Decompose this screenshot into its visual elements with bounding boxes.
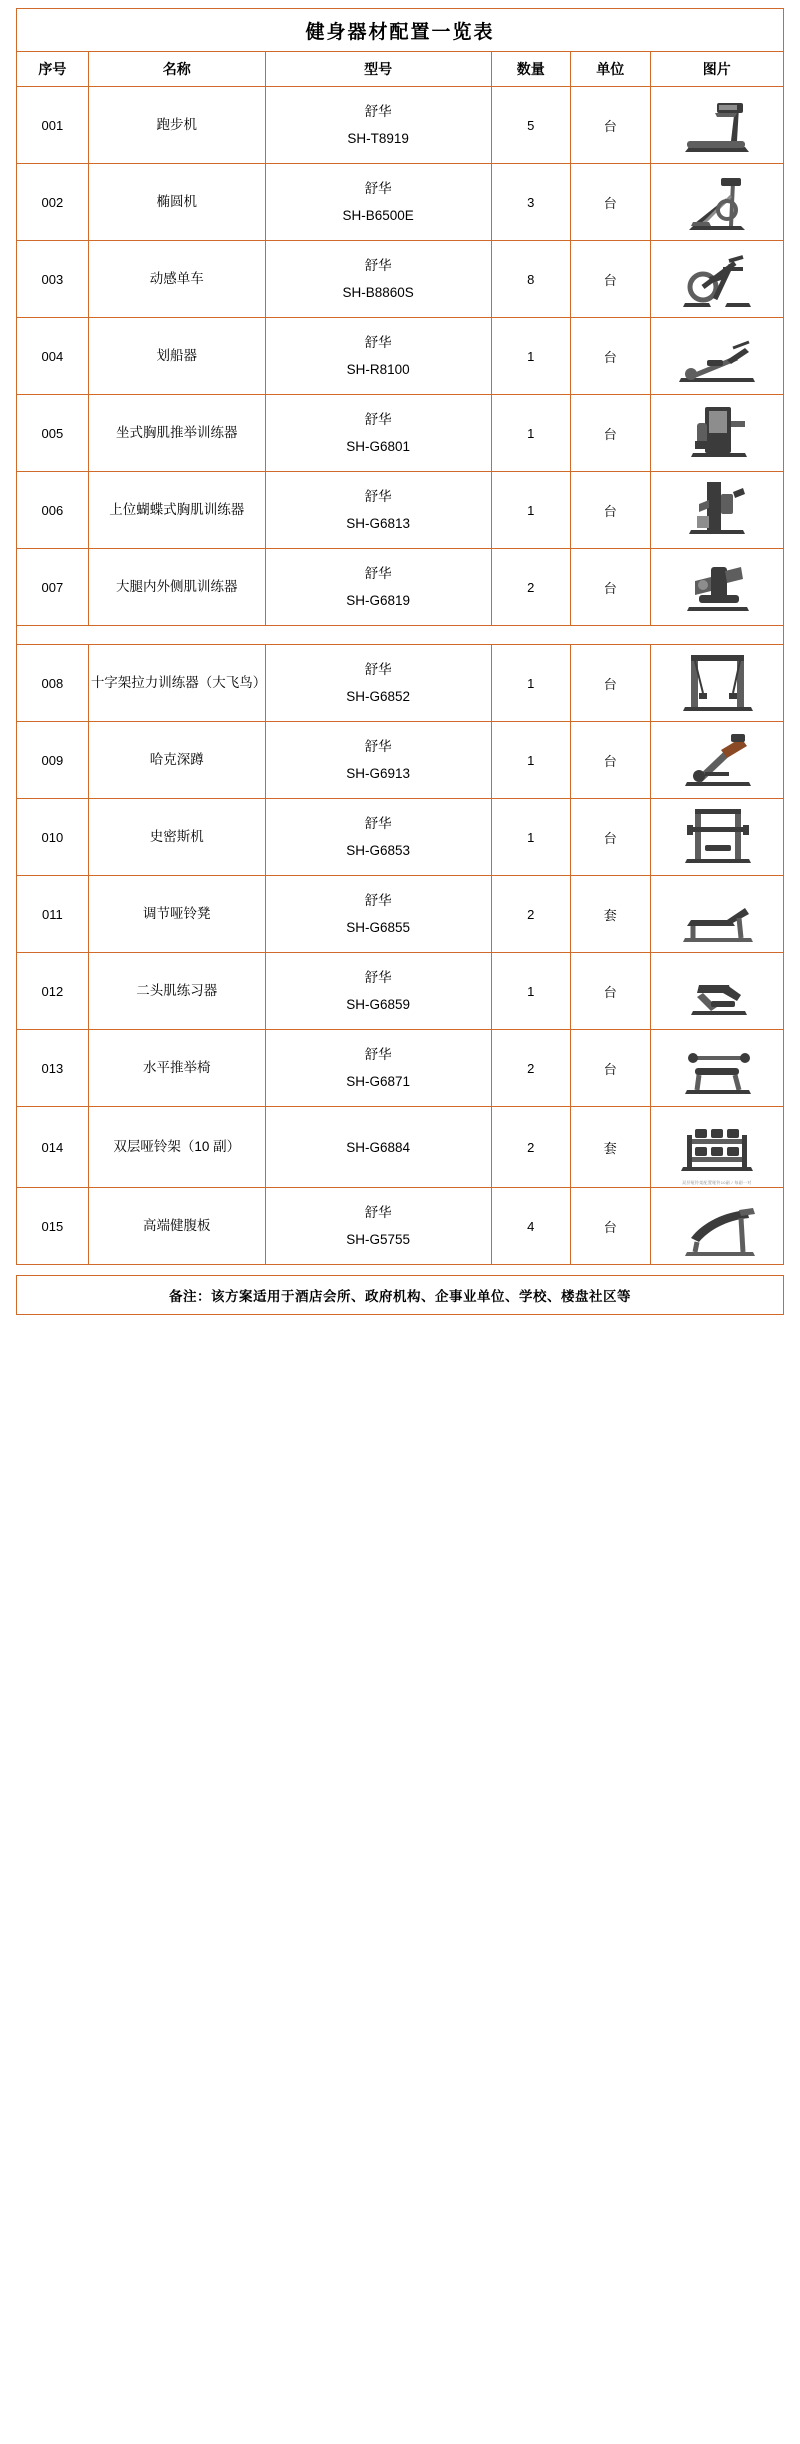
chest-press-icon	[669, 397, 765, 469]
model-code: SH-T8919	[347, 131, 409, 146]
cell-image	[650, 241, 783, 318]
model-brand: 舒华	[364, 181, 392, 196]
cell-model	[265, 241, 491, 318]
cell-qty: 1	[491, 722, 571, 799]
page-title: 健身器材配置一览表	[17, 9, 784, 52]
cell-model	[265, 87, 491, 164]
cell-name: 划船器	[88, 318, 265, 395]
treadmill-icon	[669, 89, 765, 161]
spin-bike-icon	[669, 243, 765, 315]
cell-no: 007	[17, 549, 89, 626]
cell-unit: 套	[571, 1107, 651, 1188]
cell-qty: 1	[491, 395, 571, 472]
cell-model	[265, 164, 491, 241]
pec-fly-icon	[669, 474, 765, 546]
ab-bench-icon	[669, 1190, 765, 1262]
cell-no: 009	[17, 722, 89, 799]
cell-image	[650, 1107, 783, 1188]
table-row	[17, 722, 784, 799]
cell-unit: 台	[571, 395, 651, 472]
hack-squat-icon	[669, 724, 765, 796]
biceps-curl-bench-icon	[669, 955, 765, 1027]
column-header-qty: 数量	[491, 52, 571, 87]
cell-image	[650, 549, 783, 626]
cell-no: 010	[17, 799, 89, 876]
cell-model	[265, 318, 491, 395]
cell-model	[265, 472, 491, 549]
table-title-row	[17, 9, 784, 52]
cell-name: 动感单车	[88, 241, 265, 318]
adjustable-bench-icon	[669, 878, 765, 950]
column-header-name: 名称	[88, 52, 265, 87]
cell-no: 008	[17, 645, 89, 722]
cell-qty: 1	[491, 799, 571, 876]
cell-model	[265, 722, 491, 799]
cell-image	[650, 395, 783, 472]
cell-no: 001	[17, 87, 89, 164]
cell-image	[650, 953, 783, 1030]
model-code: SH-G6801	[346, 439, 411, 454]
model-code: SH-R8100	[346, 362, 410, 377]
cell-unit: 台	[571, 953, 651, 1030]
model-code: SH-G6852	[346, 689, 411, 704]
cell-name: 坐式胸肌推举训练器	[88, 395, 265, 472]
table-row	[17, 876, 784, 953]
table-row	[17, 241, 784, 318]
cell-no: 002	[17, 164, 89, 241]
cell-unit: 台	[571, 549, 651, 626]
cell-qty: 1	[491, 318, 571, 395]
cell-model	[265, 549, 491, 626]
rower-icon	[669, 320, 765, 392]
model-brand: 舒华	[364, 893, 392, 908]
page-break-gap-cell	[17, 626, 784, 645]
cell-image	[650, 472, 783, 549]
cell-unit: 台	[571, 1188, 651, 1265]
cell-image	[650, 876, 783, 953]
cell-image	[650, 1188, 783, 1265]
cell-qty: 3	[491, 164, 571, 241]
cell-no: 004	[17, 318, 89, 395]
model-brand: 舒华	[364, 258, 392, 273]
cell-qty: 5	[491, 87, 571, 164]
image-caption: 双层哑铃架配置哑铃10副 / 每副一对	[682, 1180, 752, 1185]
table-row	[17, 164, 784, 241]
table-row	[17, 395, 784, 472]
cell-unit: 台	[571, 87, 651, 164]
cell-no: 006	[17, 472, 89, 549]
model-code: SH-G6853	[346, 843, 411, 858]
cable-crossover-icon	[669, 647, 765, 719]
model-code: SH-G6884	[346, 1139, 411, 1155]
model-code: SH-G5755	[346, 1232, 411, 1247]
model-brand: 舒华	[364, 739, 392, 754]
cell-image	[650, 645, 783, 722]
cell-qty: 2	[491, 1030, 571, 1107]
model-code: SH-G6819	[346, 593, 411, 608]
table-row	[17, 1030, 784, 1107]
column-header-model: 型号	[265, 52, 491, 87]
elliptical-icon	[669, 166, 765, 238]
table-row	[17, 645, 784, 722]
model-brand: 舒华	[364, 566, 392, 581]
column-header-image: 图片	[650, 52, 783, 87]
dumbbell-rack-icon	[669, 1109, 765, 1181]
cell-image	[650, 799, 783, 876]
cell-name: 十字架拉力训练器（大飞鸟）	[88, 645, 265, 722]
cell-name: 哈克深蹲	[88, 722, 265, 799]
equipment-table	[16, 8, 784, 1265]
cell-image	[650, 1030, 783, 1107]
cell-name: 跑步机	[88, 87, 265, 164]
model-brand: 舒华	[364, 970, 392, 985]
cell-qty: 1	[491, 472, 571, 549]
model-code: SH-G6871	[346, 1074, 411, 1089]
cell-qty: 1	[491, 645, 571, 722]
column-header-no: 序号	[17, 52, 89, 87]
model-code: SH-B6500E	[342, 208, 414, 223]
table-row	[17, 953, 784, 1030]
page-break-gap	[17, 626, 784, 645]
cell-model	[265, 876, 491, 953]
cell-no: 013	[17, 1030, 89, 1107]
cell-no: 014	[17, 1107, 89, 1188]
table-row	[17, 87, 784, 164]
model-brand: 舒华	[364, 412, 392, 427]
column-header-unit: 单位	[571, 52, 651, 87]
cell-unit: 台	[571, 472, 651, 549]
model-brand: 舒华	[364, 1047, 392, 1062]
cell-name: 调节哑铃凳	[88, 876, 265, 953]
cell-qty: 8	[491, 241, 571, 318]
flat-bench-press-icon	[669, 1032, 765, 1104]
cell-name: 大腿内外侧肌训练器	[88, 549, 265, 626]
cell-no: 005	[17, 395, 89, 472]
cell-qty: 4	[491, 1188, 571, 1265]
table-header-row	[17, 52, 784, 87]
cell-image	[650, 722, 783, 799]
table-row	[17, 318, 784, 395]
cell-qty: 2	[491, 549, 571, 626]
model-code: SH-G6859	[346, 997, 411, 1012]
table-row	[17, 1107, 784, 1188]
hip-abductor-icon	[669, 551, 765, 623]
cell-no: 015	[17, 1188, 89, 1265]
model-code: SH-B8860S	[342, 285, 414, 300]
model-brand: 舒华	[364, 104, 392, 119]
cell-name: 椭圆机	[88, 164, 265, 241]
cell-no: 012	[17, 953, 89, 1030]
model-brand: 舒华	[364, 662, 392, 677]
model-brand: 舒华	[364, 335, 392, 350]
smith-machine-icon	[669, 801, 765, 873]
table-row	[17, 799, 784, 876]
cell-model	[265, 1188, 491, 1265]
cell-qty: 2	[491, 1107, 571, 1188]
cell-name: 双层哑铃架（10 副）	[88, 1107, 265, 1188]
cell-image	[650, 87, 783, 164]
cell-unit: 台	[571, 645, 651, 722]
model-brand: 舒华	[364, 1205, 392, 1220]
footer-note: 备注：该方案适用于酒店会所、政府机构、企事业单位、学校、楼盘社区等	[16, 1275, 784, 1315]
cell-image	[650, 164, 783, 241]
cell-name: 高端健腹板	[88, 1188, 265, 1265]
cell-unit: 台	[571, 1030, 651, 1107]
cell-image	[650, 318, 783, 395]
cell-model	[265, 1107, 491, 1188]
model-code: SH-G6813	[346, 516, 411, 531]
cell-model	[265, 645, 491, 722]
cell-unit: 台	[571, 164, 651, 241]
cell-model	[265, 395, 491, 472]
table-row	[17, 472, 784, 549]
model-code: SH-G6855	[346, 920, 411, 935]
cell-unit: 台	[571, 318, 651, 395]
cell-no: 003	[17, 241, 89, 318]
cell-model	[265, 1030, 491, 1107]
cell-qty: 2	[491, 876, 571, 953]
cell-unit: 台	[571, 799, 651, 876]
cell-name: 二头肌练习器	[88, 953, 265, 1030]
cell-name: 史密斯机	[88, 799, 265, 876]
cell-model	[265, 799, 491, 876]
table-row	[17, 549, 784, 626]
table-row	[17, 1188, 784, 1265]
cell-name: 水平推举椅	[88, 1030, 265, 1107]
cell-no: 011	[17, 876, 89, 953]
cell-qty: 1	[491, 953, 571, 1030]
cell-unit: 套	[571, 876, 651, 953]
model-brand: 舒华	[364, 489, 392, 504]
cell-model	[265, 953, 491, 1030]
model-brand: 舒华	[364, 816, 392, 831]
cell-unit: 台	[571, 722, 651, 799]
cell-name: 上位蝴蝶式胸肌训练器	[88, 472, 265, 549]
model-code: SH-G6913	[346, 766, 411, 781]
cell-unit: 台	[571, 241, 651, 318]
